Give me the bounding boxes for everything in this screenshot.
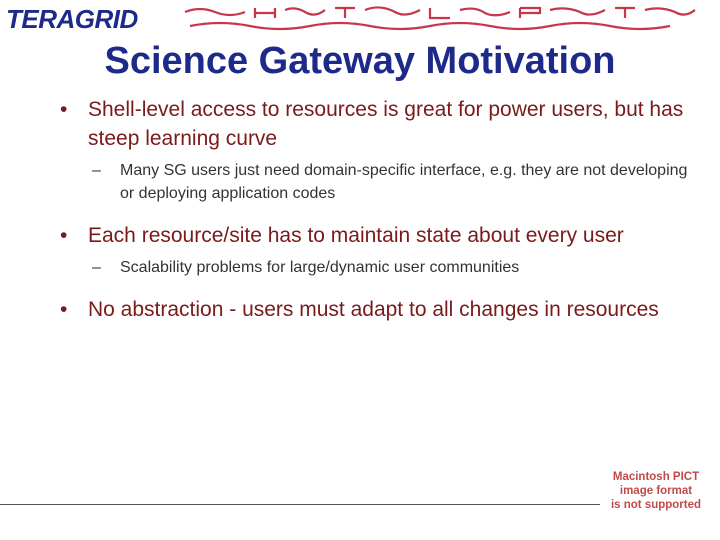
sub-bullet-item xyxy=(92,256,700,279)
bullet-item xyxy=(60,221,700,250)
dash-glyph: – xyxy=(92,162,101,179)
slide-content xyxy=(60,95,700,330)
teragrid-logo xyxy=(6,4,138,35)
pict-line-3: is not supported xyxy=(610,499,702,511)
bullet-glyph: • xyxy=(60,224,68,247)
pict-line-2: image format xyxy=(619,485,693,497)
dash-glyph: – xyxy=(92,259,101,276)
pict-placeholder xyxy=(596,470,716,514)
bullet-text: Each resource/site has to maintain state about every user xyxy=(88,224,624,247)
sub-bullet-text: Scalability problems for large/dynamic user communities xyxy=(120,259,520,276)
footer-divider xyxy=(0,504,600,505)
header-banner xyxy=(0,0,720,40)
bullet-glyph: • xyxy=(60,98,68,121)
slide-title: Science Gateway Motivation xyxy=(104,40,616,82)
pict-line-1: Macintosh PICT xyxy=(612,471,700,483)
sub-bullet-item xyxy=(92,159,700,205)
bullet-text: No abstraction - users must adapt to all changes in resources xyxy=(88,298,659,321)
bullet-item xyxy=(60,95,700,153)
banner-wordmark-graphic xyxy=(180,4,700,34)
bullet-glyph: • xyxy=(60,298,68,321)
logo-text: TERAGRID xyxy=(6,4,138,34)
bullet-text: Shell-level access to resources is great for power users, but has steep learning curve xyxy=(88,98,684,150)
bullet-item xyxy=(60,295,700,324)
sub-bullet-text: Many SG users just need domain-specific interface, e.g. they are not developing or deploying application codes xyxy=(120,162,688,202)
